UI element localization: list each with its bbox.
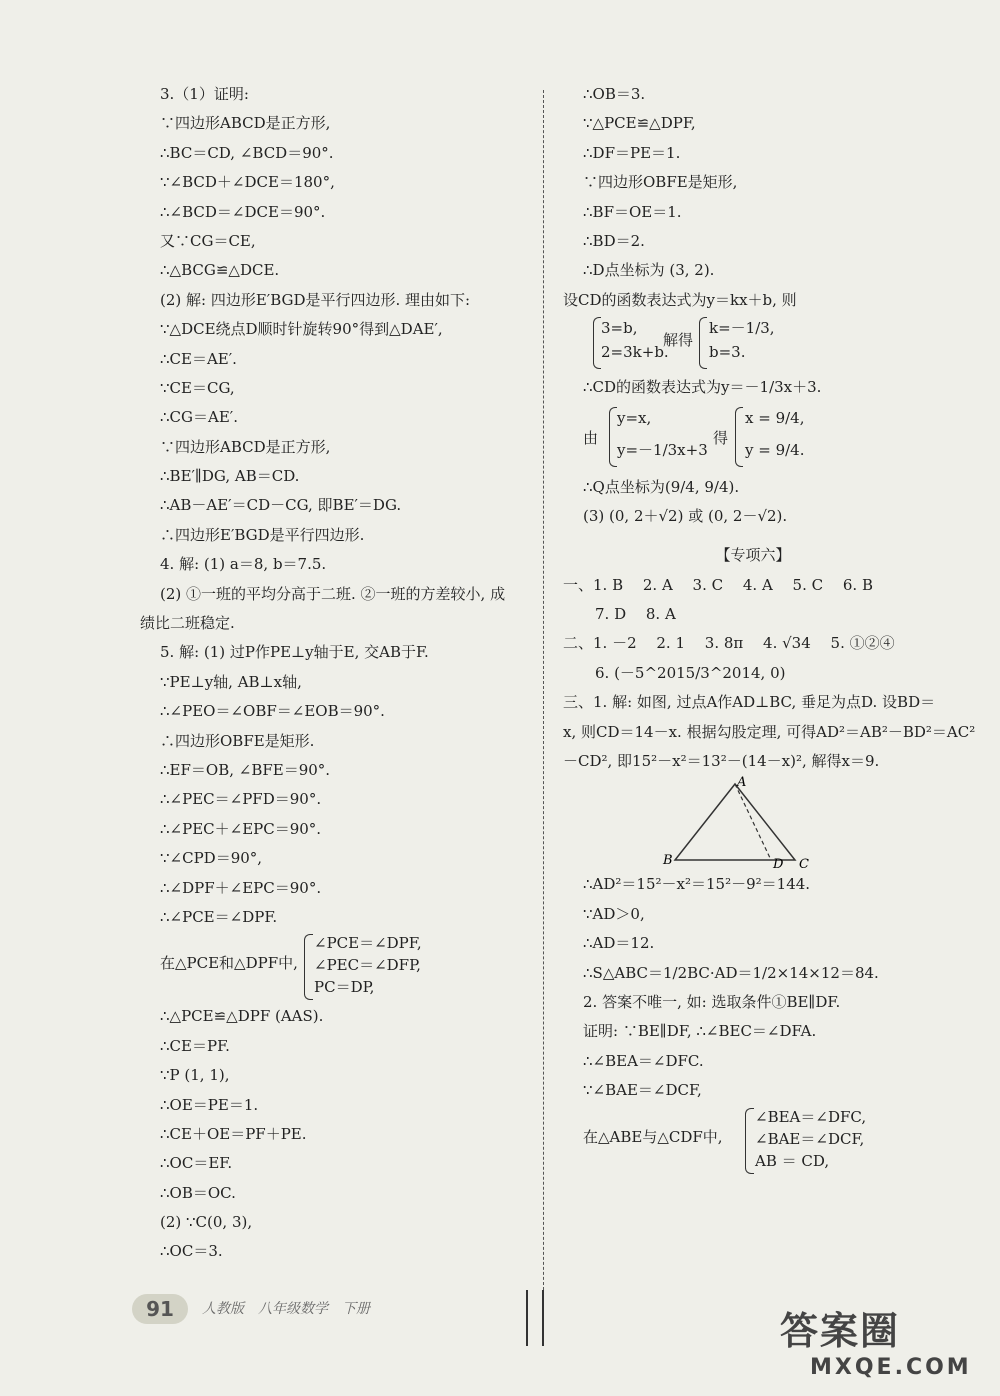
system-mid: 得 [713,428,729,447]
left-lines-a [140,80,530,932]
text-line: ∴∠PEC＋∠EPC＝90°. [160,819,322,838]
left-column [140,80,530,1267]
text-line: ∵△DCE绕点D顺时针旋转90°得到△DAE′, [160,320,443,339]
multiple-choice-answers [563,571,963,689]
system-pce-dpf [140,932,530,1002]
text-line: ∴BE′∥DG, AB＝CD. [160,467,300,486]
system-row: AB ＝ CD, [755,1151,830,1170]
system-row: 2=3k+b. [601,343,669,362]
system-row: y = 9/4. [745,440,805,459]
text-line: 设CD的函数表达式为y＝kx＋b, 则 [563,290,797,309]
text-line: ∴∠PCE＝∠DPF. [160,907,278,926]
watermark-logo [780,1300,972,1380]
section-title: 【专项六】 [715,546,791,565]
text-line: 三、1. 解: 如图, 过点A作AD⊥BC, 垂足为点D. 设BD＝ [563,693,936,712]
text-line: (2) 解: 四边形E′BGD是平行四边形. 理由如下: [160,290,471,309]
text-line: 5. 解: (1) 过P作PE⊥y轴于E, 交AB于F. [160,643,429,662]
text-line: 4. 解: (1) a＝8, b＝7.5. [160,555,327,574]
text-line: ∴D点坐标为 (3, 2). [583,261,715,280]
text-line: ∴AB－AE′＝CD－CG, 即BE′＝DG. [160,496,402,515]
system-label: 在△ABE与△CDF中, [583,1127,723,1146]
text-line: ∵P (1, 1), [160,1066,230,1085]
text-line: ∴BD＝2. [583,231,645,250]
system-row: ∠PCE＝∠DPF, [314,934,422,953]
text-line: ∴CE＝PF. [160,1036,230,1055]
system-row: ∠BAE＝∠DCF, [755,1129,865,1148]
text-line: x, 则CD＝14－x. 根据勾股定理, 可得AD²＝AB²－BD²＝AC² [563,722,976,741]
brace [304,934,313,1000]
text-line: 又∵CG＝CE, [160,231,256,250]
text-line: 2. 答案不唯一, 如: 选取条件①BE∥DF. [583,992,841,1011]
text-line: ∴S△ABC＝1/2BC·AD＝1/2×14×12＝84. [583,963,879,982]
text-line: 一、1. B 2. A 3. C 4. A 5. C 6. B [563,575,873,594]
text-line: ∴OE＝PE＝1. [160,1095,259,1114]
right-lines-a [563,80,963,315]
text-line: ∵AD＞0, [583,904,645,923]
text-line: ∴AD＝12. [583,934,655,953]
text-line: ∴OC＝3. [160,1242,223,1261]
text-line: 二、1. －2 2. 1 3. 8π 4. √34 5. ①②④ [563,634,895,653]
text-line: ∴∠PEC＝∠PFD＝90°. [160,790,322,809]
text-line: ∴CG＝AE′. [160,408,238,427]
text-line: ∴∠BEA＝∠DFC. [583,1051,704,1070]
system-prefix: 由 [583,428,599,447]
system-row: k=－1/3, [709,319,775,338]
text-line: ∴OB＝3. [583,85,646,103]
text-line: ∴CE＋OE＝PF＋PE. [160,1124,307,1143]
text-line: ∵∠CPD＝90°, [160,849,263,868]
system-kb [563,315,963,373]
text-line: (2) ∵C(0, 3), [160,1213,253,1232]
brace [735,407,743,467]
text-line: ∴∠DPF＋∠EPC＝90°. [160,878,322,897]
text-line: ∵∠BCD＋∠DCE＝180°, [160,173,335,192]
cd-expression: ∴CD的函数表达式为y＝－1/3x＋3. [583,378,822,397]
column-divider [543,90,544,1320]
system-row: ∠BEA＝∠DFC, [755,1107,867,1126]
brace [745,1108,754,1174]
text-line: (2) ①一班的平均分高于二班. ②一班的方差较小, 成 [160,584,506,603]
crop-marks [522,1290,552,1350]
text-line: ∵四边形ABCD是正方形, [160,437,331,456]
system-abe-cdf [563,1106,963,1176]
text-line: －CD², 即15²－x²＝13²－(14－x)², 解得x＝9. [563,752,880,771]
text-line: 6. (－5^2015/3^2014, 0) [595,663,786,682]
text-line: ∴BC＝CD, ∠BCD＝90°. [160,143,334,162]
page-number: 91 [132,1294,188,1324]
system-mid: 解得 [663,331,694,350]
system-row: b=3. [709,343,746,362]
brace [593,317,601,369]
text-line: ∴∠PEO＝∠OBF＝∠EOB＝90°. [160,702,385,721]
q-coordinates: ∴Q点坐标为(9/4, 9/4). [583,477,740,496]
text-line: 绩比二班稳定. [140,614,235,633]
text-line: ∵△PCE≌△DPF, [583,114,696,133]
label-d: D [773,857,784,871]
text-line: ∵四边形OBFE是矩形, [583,173,738,192]
watermark-line2: MXQE.COM [810,1355,972,1380]
text-line: ∴△BCG≌△DCE. [160,261,280,280]
text-line: ∴OB＝OC. [160,1183,236,1202]
label-a: A [737,776,747,791]
label-c: C [799,857,809,871]
text-line: ∴BF＝OE＝1. [583,202,682,221]
text-line: ∴AD²＝15²－x²＝15²－9²＝144. [583,875,811,894]
text-line: ∵CE＝CG, [160,378,235,397]
right-lines-b [563,688,976,776]
system-row: ∠PEC＝∠DFP, [314,956,421,975]
text-line: ∵四边形ABCD是正方形, [160,114,331,133]
text-line: ∴∠BCD＝∠DCE＝90°. [160,202,326,221]
text-line: ∴四边形E′BGD是平行四边形. [160,525,365,544]
text-line: ∴DF＝PE＝1. [583,143,681,162]
text-line: ∴△PCE≌△DPF (AAS). [160,1007,324,1026]
left-lines-b [140,1002,530,1267]
text-line: ∵PE⊥y轴, AB⊥x轴, [160,672,302,691]
brace [699,317,707,369]
right-column [563,80,976,1176]
system-xy [563,403,963,473]
text-line: 3.（1）证明: [160,85,249,103]
triangle-figure [563,776,963,870]
part-3-answer: (3) (0, 2＋√2) 或 (0, 2－√2). [583,506,788,525]
system-row: x = 9/4, [745,408,805,427]
system-row: y=－1/3x+3 [617,440,708,459]
triangle-svg [563,776,963,870]
system-row: 3=b, [601,319,638,338]
book-title: 人教版 八年级数学 下册 [202,1301,370,1317]
system-label: 在△PCE和△DPF中, [160,954,298,973]
text-line: ∴OC＝EF. [160,1154,233,1173]
watermark-line1: 答案圈 [780,1309,901,1353]
text-line: ∴四边形OBFE是矩形. [160,731,315,750]
text-line: ∴CE＝AE′. [160,349,237,368]
label-b: B [663,853,673,869]
text-line: 7. D 8. A [595,605,676,624]
text-line: ∴EF＝OB, ∠BFE＝90°. [160,760,331,779]
system-row: y=x, [617,408,652,427]
system-row: PC＝DP, [314,978,375,997]
triangle-abc [675,784,795,860]
brace [609,407,617,467]
right-lines-c [563,870,963,1105]
text-line: ∵∠BAE＝∠DCF, [583,1081,702,1100]
text-line: 证明: ∵BE∥DF, ∴∠BEC＝∠DFA. [583,1022,817,1041]
